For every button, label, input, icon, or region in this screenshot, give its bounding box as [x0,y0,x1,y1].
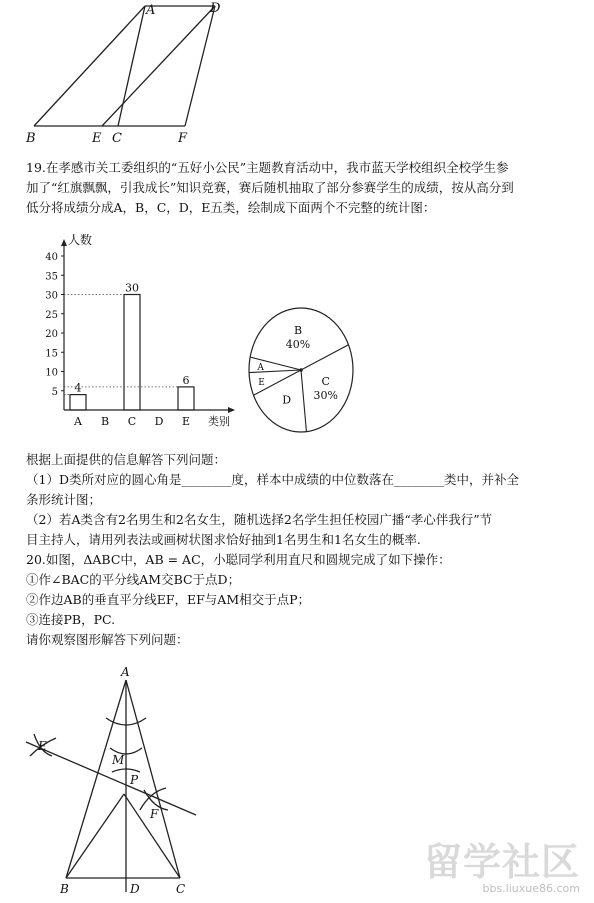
q20-line: ③连接PB，PC. [26,612,116,627]
y-tick-label: 40 [45,252,58,263]
q19-after-line: 条形统计图； [26,492,102,507]
bar [70,395,86,410]
label-D: D [130,882,140,896]
label-C: C [112,131,122,146]
watermark-url: bbs.liuxue86.com [482,882,580,895]
pie-slice-label: B [293,324,303,338]
q20-line: 请你观察图形解答下列问题： [26,632,189,647]
bar [178,387,194,410]
q19-line: 低分将成绩分成A，B，C，D，E五类，绘制成下面两个不完整的统计图： [26,200,436,215]
pie-slice-label: D [282,393,292,407]
y-tick-label: 30 [45,290,58,302]
y-tick-label: 5 [51,386,58,398]
label-A: A [146,3,156,18]
q19-line: 加了“红旗飘飘，引我成长”知识竞赛，赛后随机抽取了部分参赛学生的成绩，按从高分到 [26,180,514,195]
x-tick-label: A [74,415,82,428]
bar-data-label: 6 [182,373,190,387]
q19-line: 19.在孝感市关工委组织的“五好小公民”主题教育活动中，我市蓝天学校组织全校学生参 [26,160,509,175]
x-tick-label: D [154,415,164,428]
pie-slice-label: E [258,378,265,389]
x-axis-arrow [228,407,235,413]
q19-after-line: （2）若A类含有2名男生和2名女生，随机选择2名学生担任校园广播“孝心伴我行”节 [26,512,493,527]
x-axis-label: 类别 [208,415,230,428]
q19-after-line: 目主持人，请用列表法或画树状图求恰好抽到1名男生和1名女生的概率. [26,532,421,547]
figure-parallelogram [20,0,240,148]
label-F: F [178,131,188,146]
bar-data-label: 4 [74,381,82,395]
x-tick-label: B [100,415,110,428]
q20-line: 20.如图，ΔABC中，AB = AC，小聪同学利用直尺和圆规完成了如下操作： [26,552,451,567]
label-E: E [92,131,102,146]
q19-after-line: 根据上面提供的信息解答下列问题： [26,452,227,467]
bar-chart [24,228,244,438]
label-P: P [130,773,139,787]
y-axis-arrow [61,239,67,246]
watermark-title: 留学社区 [423,840,580,884]
y-tick-label: 15 [45,348,58,360]
label-F: F [150,807,159,821]
bar-data-label: 30 [125,281,139,295]
label-D: D [210,1,221,16]
pie-slice-label: C [321,375,330,389]
y-axis-label: 人数 [68,233,93,247]
bar [124,295,140,411]
label-E: E [38,739,47,753]
pie-chart [244,300,364,440]
y-tick-label: 25 [45,309,58,321]
y-tick-label: 10 [45,367,58,379]
figure-triangle-construction [20,660,240,900]
watermark [424,831,580,895]
y-tick-label: 35 [45,271,58,283]
q20-line: ②作边AB的垂直平分线EF，EF与AM相交于点P； [26,592,311,607]
q20-line: ①作∠BAC的平分线AM交BC于点D； [26,572,241,587]
label-M: M [112,753,125,767]
label-A: A [121,665,130,679]
pie-center [299,368,303,372]
x-tick-label: E [181,415,191,428]
x-tick-label: C [127,415,137,428]
label-B: B [26,131,36,146]
y-tick-label: 20 [45,329,58,340]
label-C: C [176,882,186,896]
pie-slice-label: A [257,362,264,373]
label-B: B [60,882,69,896]
q19-after-line: （1）D类所对应的圆心角是________度，样本中成绩的中位数落在________类中，并补全 [26,472,519,487]
pie-slice-percent: 40% [285,338,311,352]
pie-slice-percent: 30% [313,389,338,403]
